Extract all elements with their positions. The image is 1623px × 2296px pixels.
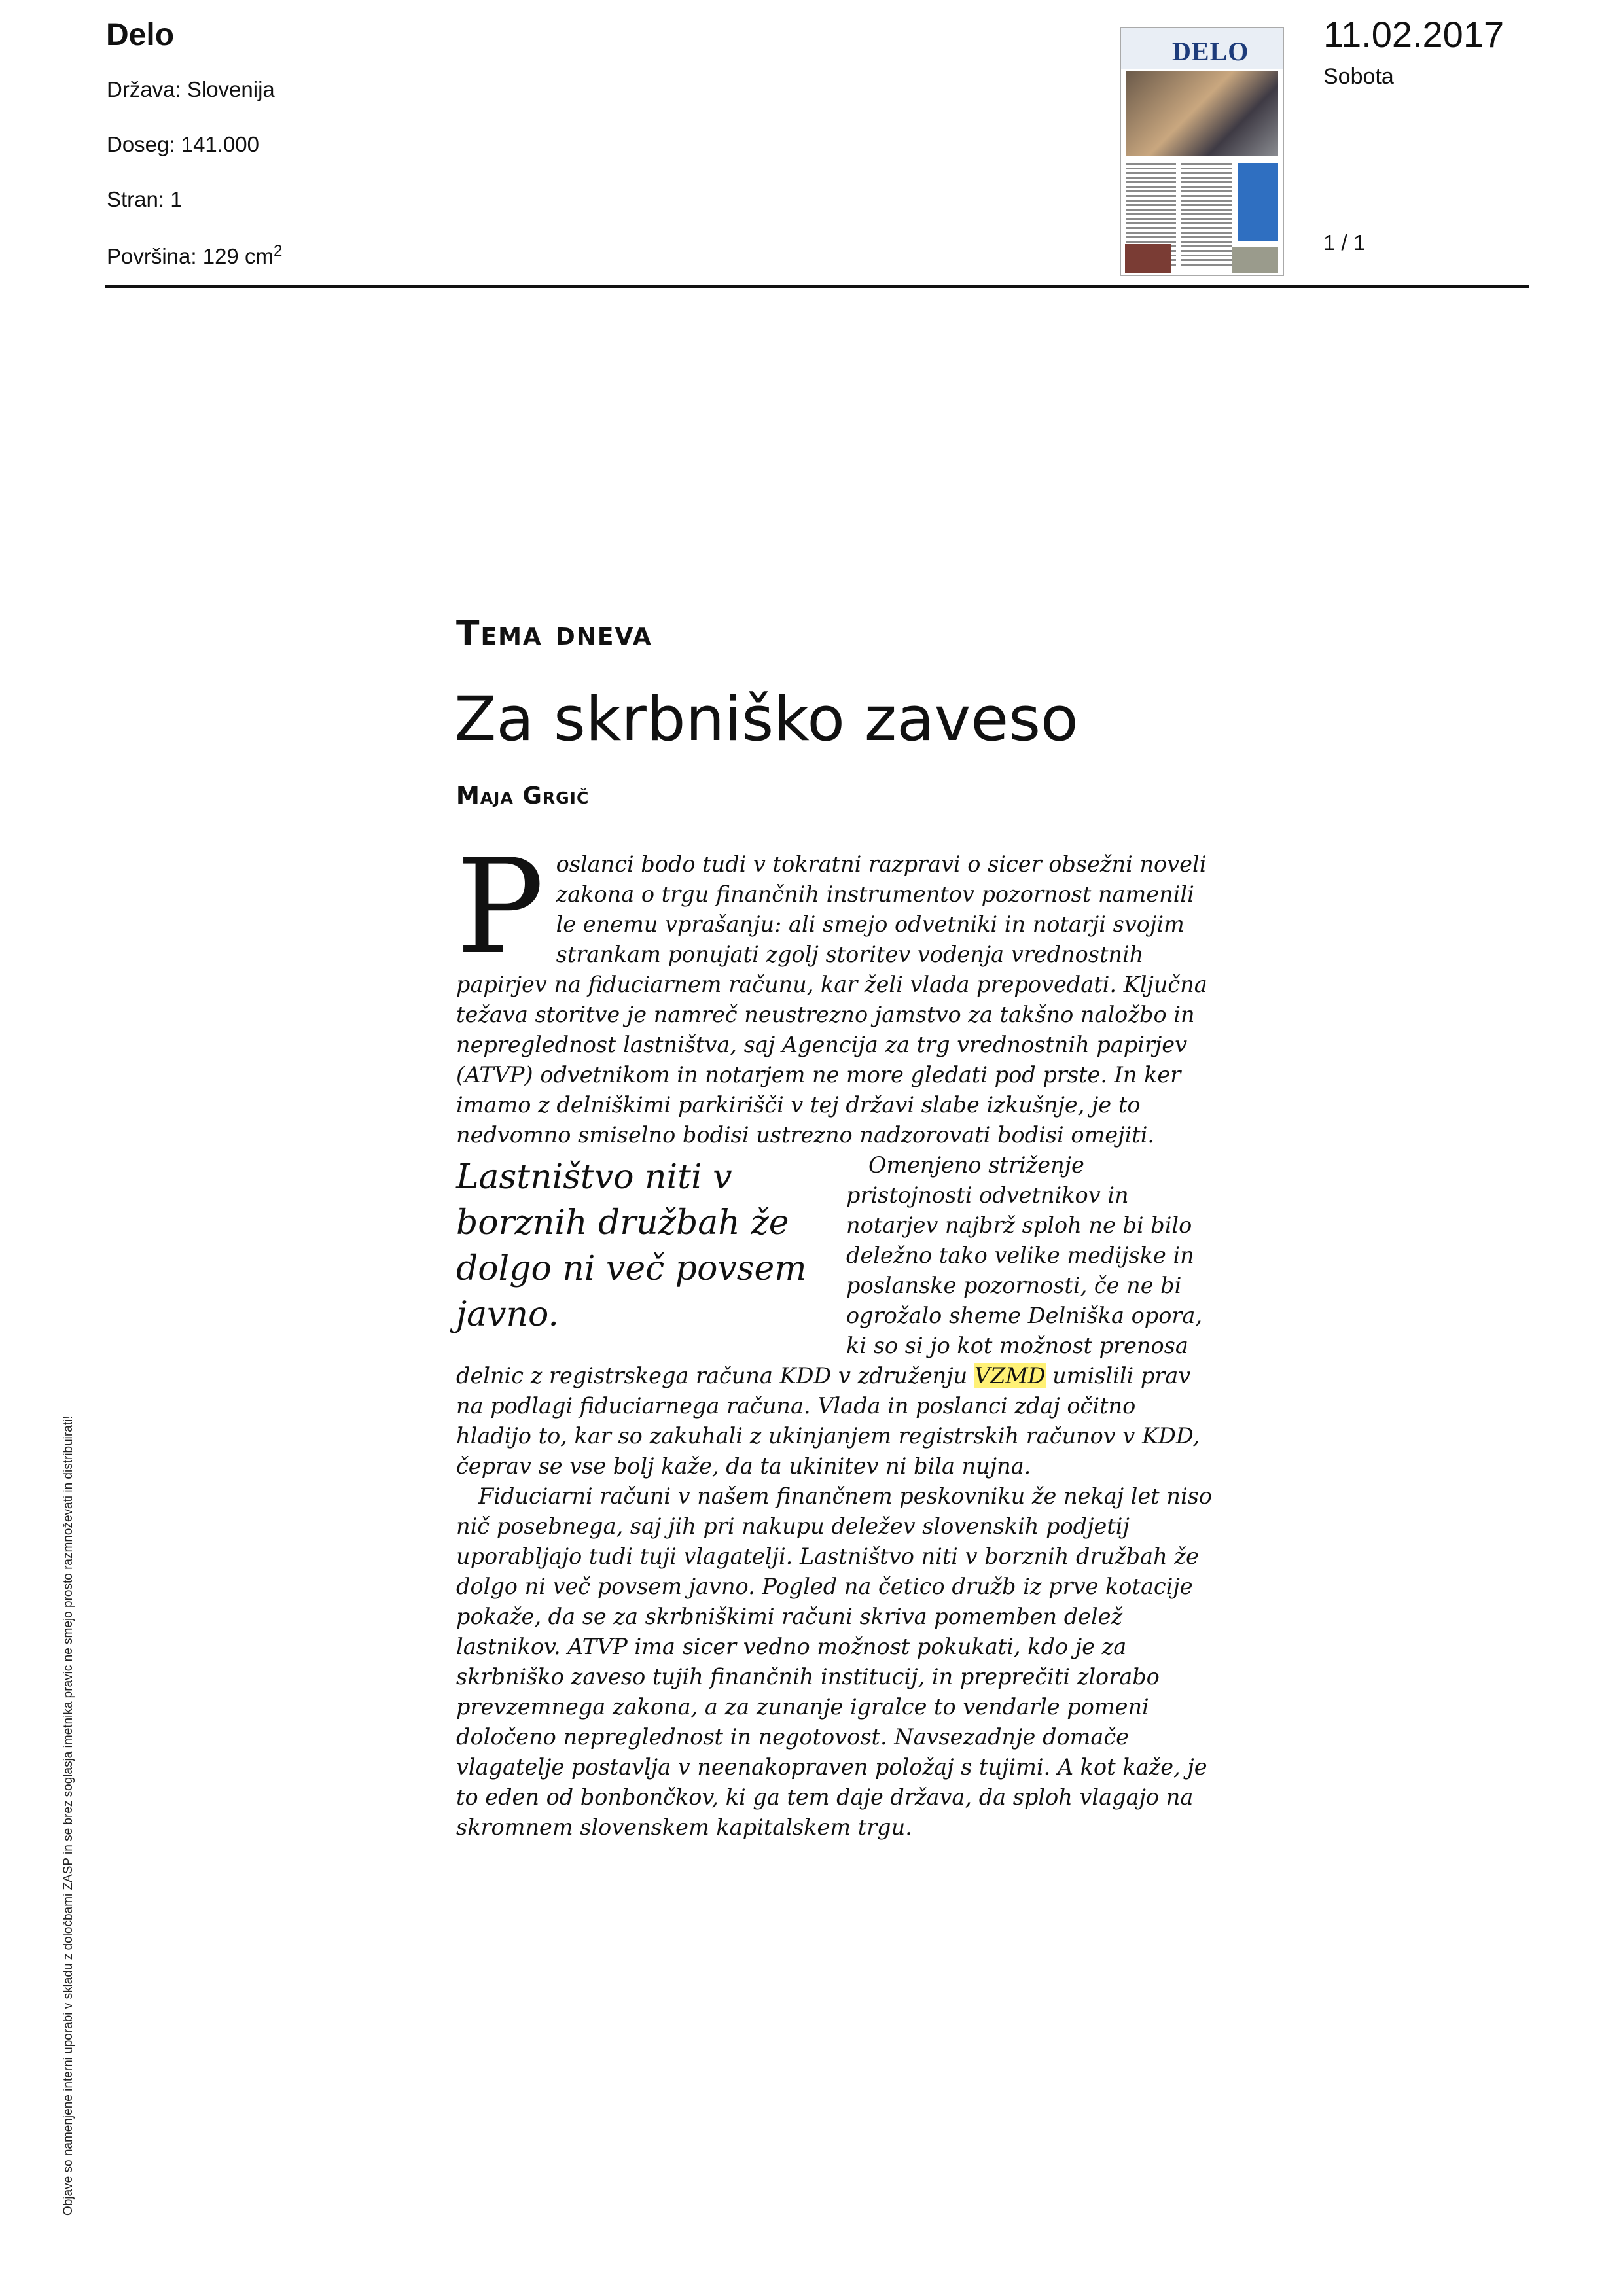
area — [107, 242, 282, 269]
thumbnail-photo-small — [1232, 247, 1278, 273]
thumbnail-column — [1181, 163, 1232, 268]
paragraph-2-text-start: Omenjeno striženje pristojnosti odvetnikov in notarjev najbrž sploh ne bi bilo deležno tako velike medijske in poslanske pozornosti, če ne bi ogrožalo sheme Delniška opora, ki so si jo kot možnost prenosa delnic z registrskega računa KDD v združenju — [456, 1152, 1202, 1388]
paragraph-3: Fiduciarni računi v našem finančnem peskovniku že nekaj let niso nič posebnega, saj jih pri nakupu deležev slovenskih podjetij uporabljajo tudi tuji vlagatelji. Lastništvo niti v borznih družbah že dolgo ni več povsem javno. Pogled na četico družb iz prve kotacije pokaže, da se za skrbniškimi računi skriva pomemben delež lastnikov. ATVP ima sicer vedno možnost pokukati, kdo je za skrbniško zaveso tujih finančnih institucij, in preprečiti zlorabo prevzemnega zakona, a za zunanje igralce to vendarle pomeni določeno nepreglednost in negotovost. Navsezadnje domače vlagatelje postavlja v neenakopraven položaj s tujimi. A kot kaže, je to eden od bonbončkov, ki ga tem daje država, da sploh vlagajo na skromnem slovenskem kapitalskem trgu. — [456, 1483, 1213, 1840]
header-divider — [105, 285, 1529, 288]
article-author: Maja Grgič — [456, 783, 590, 809]
pull-quote: Lastništvo niti v borznih družbah že dolgo ni več povsem javno. — [456, 1157, 807, 1334]
copyright-notice: Objave so namenjene interni uporabi v skladu z določbami ZASP in se brez soglasja imetnika pravic ne smejo prosto razmnoževati in distribuirati! — [62, 1415, 75, 2216]
thumbnail-masthead: DELO — [1172, 37, 1249, 66]
highlighted-term: VZMD — [974, 1363, 1046, 1388]
article-title: Za skrbniško zaveso — [454, 684, 1079, 755]
newspaper-thumbnail — [1120, 27, 1284, 276]
issue-date: 11.02.2017 — [1323, 14, 1505, 55]
area-label: Površina: 129 cm — [107, 244, 274, 268]
thumbnail-photo-small — [1125, 244, 1171, 273]
article-body — [456, 831, 1215, 1843]
page-number: Stran: 1 — [107, 187, 183, 211]
drop-cap: P — [456, 831, 544, 983]
thumbnail-photo — [1126, 71, 1278, 156]
section-label: Tema dneva — [456, 614, 652, 653]
page-count: 1 / 1 — [1323, 230, 1366, 255]
publication-name: Delo — [106, 18, 175, 52]
area-superscript: 2 — [273, 242, 283, 260]
weekday: Sobota — [1323, 64, 1394, 89]
lead-paragraph — [456, 831, 1215, 1150]
country: Država: Slovenija — [107, 77, 275, 101]
lead-text: oslanci bodo tudi v tokratni razpravi o sicer obsežni noveli zakona o trgu finančnih instrumentov pozornost namenili le enemu vprašanju: ali smejo odvetniki in notarji svojim strankam ponujati zgolj storitev vodenja vrednostnih papirjev na fiduciarnem računu, kar želi vlada prepovedati. Ključna težava storitve je namreč neustrezno jamstvo za takšno naložbo in nepreglednost lastništva, saj Agencija za trg vrednostnih papirjev (ATVP) odvetnikom in notarjem ne more gledati pod prste. In ker imamo z delniškimi parkirišči v tej državi slabe izkušnje, je to nedvomno smiselno bodisi ustrezno nadzorovati bodisi omejiti. — [456, 851, 1207, 1148]
thumbnail-ad — [1238, 163, 1278, 241]
reach: Doseg: 141.000 — [107, 132, 260, 156]
paragraph-2-text-end: umislili prav na podlagi fiduciarnega računa. Vlada in poslanci zdaj očitno hladijo to, kar so zakuhali z ukinjanjem registrskih računov v KDD, čeprav se vse bolj kaže, da ta ukinitev ni bila nujna. — [456, 1363, 1200, 1479]
